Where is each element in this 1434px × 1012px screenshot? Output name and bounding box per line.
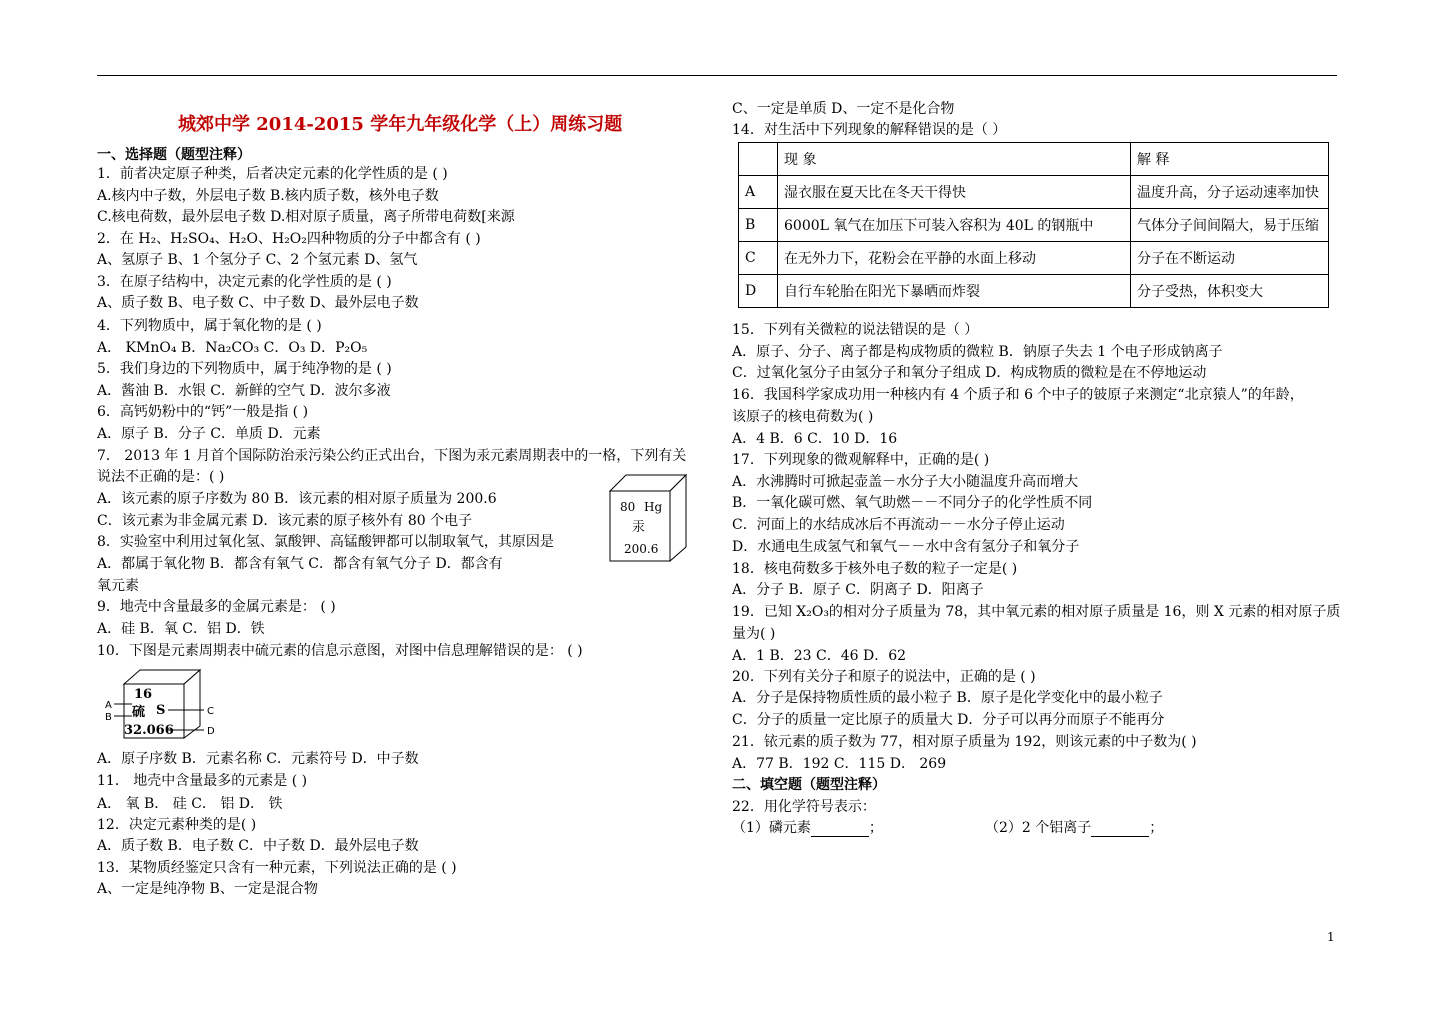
right-text-line: A．原子、分子、离子都是构成物质的微粒 B．钠原子失去 1 个电子形成钠离子 <box>732 344 1223 360</box>
s-number: 16 <box>134 687 153 702</box>
right-text-line: B．一氧化碳可燃、氧气助燃－－不同分子的化学性质不同 <box>732 495 1093 511</box>
page-number: 1 <box>1327 930 1335 944</box>
left-text-line: A．质子数 B．电子数 C．中子数 D．最外层电子数 <box>97 838 419 854</box>
q22-semicolon: ； <box>868 820 883 836</box>
right-text-line: 该原子的核电荷数为( ) <box>732 409 874 425</box>
left-text-line: A、质子数 B、电子数 C、中子数 D、最外层电子数 <box>97 295 419 311</box>
s-name: 硫 <box>132 705 146 720</box>
hg-name: 汞 <box>632 520 646 535</box>
table-cell: 6000L 氧气在加压下可装入容积为 40L 的钢瓶中 <box>778 209 1131 242</box>
page-title: 城郊中学 2014-2015 学年九年级化学（上）周练习题 <box>178 114 623 135</box>
left-text-line: 9．地壳中含量最多的金属元素是： ( ) <box>97 599 336 615</box>
right-text-line: A．分子 B．原子 C．阴离子 D．阳离子 <box>732 582 984 598</box>
sulfur-element-card <box>104 668 222 740</box>
right-text-line: 16．我国科学家成功用一种核内有 4 个质子和 6 个中子的铍原子来测定“北京猿人”的年龄， <box>732 387 1304 403</box>
right-text-line: C．河面上的水结成冰后不再流动－－水分子停止运动 <box>732 517 1065 533</box>
answer-blank-2[interactable] <box>1091 822 1149 837</box>
s-label-a: A <box>105 700 112 711</box>
hg-mass: 200.6 <box>624 542 659 556</box>
s-mass: 32.066 <box>124 723 174 738</box>
left-text-line: A． 氧 B． 硅 C． 铝 D． 铁 <box>97 796 283 812</box>
table-row <box>739 242 1329 275</box>
left-text-line: 6．高钙奶粉中的“钙”一般是指 ( ) <box>97 404 309 420</box>
s-symbol: S <box>156 703 166 718</box>
s-label-c: C <box>207 706 214 717</box>
left-text-line: A、氢原子 B、1 个氢分子 C、2 个氢元素 D、氢气 <box>97 252 418 268</box>
q22-part2-label: （2）2 个铝离子 <box>985 820 1092 836</box>
left-text-line: A．酱油 B．水银 C．新鲜的空气 D．波尔多液 <box>97 383 391 399</box>
right-text-line: A．77 B．192 C．115 D． 269 <box>732 756 947 772</box>
table-header-cell <box>739 143 778 176</box>
left-text-line: A．都属于氧化物 B．都含有氧气 C．都含有氧气分子 D．都含有 <box>97 556 503 572</box>
right-text-line: A．1 B．23 C．46 D．62 <box>732 648 907 664</box>
s-label-b: B <box>105 712 112 723</box>
right-line-c13: C、一定是单质 D、一定不是化合物 <box>732 101 955 117</box>
answer-blank-1[interactable] <box>811 822 869 837</box>
table-cell: 在无外力下，花粉会在平静的水面上移动 <box>778 242 1131 275</box>
table-header-cell: 解 释 <box>1131 143 1329 176</box>
right-text-line: D．水通电生成氢气和氧气－－水中含有氢分子和氧分子 <box>732 539 1080 555</box>
table-cell: A <box>739 176 778 209</box>
question-22-part-2 <box>985 819 1163 837</box>
question-14: 14．对生活中下列现象的解释错误的是（ ） <box>732 122 1007 138</box>
left-text-line: 13．某物质经鉴定只含有一种元素，下列说法正确的是 ( ) <box>97 860 457 876</box>
table-cell: C <box>739 242 778 275</box>
left-text-line: A.核内中子数，外层电子数 B.核内质子数，核外电子数 <box>97 188 439 204</box>
section-heading-choice: 一、选择题（题型注释） <box>97 147 251 163</box>
left-text-line: C.核电荷数，最外层电子数 D.相对原子质量，离子所带电荷数[来源 <box>97 209 515 225</box>
table-cell: 气体分子间间隔大，易于压缩 <box>1131 209 1329 242</box>
right-text-line: 19．已知 X₂O₃的相对分子质量为 78，其中氧元素的相对原子质量是 16，则 X 元素的相对原子质 <box>732 604 1341 620</box>
left-text-line: 7． 2013 年 1 月首个国际防治汞污染公约正式出台，下图为汞元素周期表中的一格，下列有关 <box>97 448 687 464</box>
left-text-line: 11． 地壳中含量最多的元素是 ( ) <box>97 773 308 789</box>
left-text-line: 3．在原子结构中，决定元素的化学性质的是 ( ) <box>97 274 392 290</box>
right-text-line: 20．下列有关分子和原子的说法中，正确的是 ( ) <box>732 669 1036 685</box>
left-text-line: 4．下列物质中，属于氧化物的是 ( ) <box>97 318 322 334</box>
right-text-line: C．分子的质量一定比原子的质量大 D．分子可以再分而原子不能再分 <box>732 712 1165 728</box>
table-cell: D <box>739 275 778 308</box>
left-text-line: A．原子 B．分子 C．单质 D．元素 <box>97 426 321 442</box>
left-text-line: 1．前者决定原子种类，后者决定元素的化学性质的是 ( ) <box>97 166 448 182</box>
left-text-line: A、一定是纯净物 B、一定是混合物 <box>97 881 318 897</box>
table-cell: 分子在不断运动 <box>1131 242 1329 275</box>
table-row <box>739 275 1329 308</box>
left-text-line: A．原子序数 B．元素名称 C．元素符号 D．中子数 <box>97 751 419 767</box>
right-text-line: A．水沸腾时可掀起壶盖－水分子大小随温度升高而增大 <box>732 474 1079 490</box>
s-label-d: D <box>207 726 215 737</box>
q22-part1-label: （1）磷元素 <box>732 820 811 836</box>
table-header-row <box>739 143 1329 176</box>
question-22: 22．用化学符号表示： <box>732 799 876 815</box>
right-text-line: 15．下列有关微粒的说法错误的是（ ） <box>732 322 979 338</box>
table-cell: 分子受热，体积变大 <box>1131 275 1329 308</box>
mercury-element-card <box>608 473 688 563</box>
left-text-line: A．硅 B．氧 C．铝 D．铁 <box>97 621 265 637</box>
left-text-line: 10．下图是元素周期表中硫元素的信息示意图，对图中信息理解错误的是： ( ) <box>97 643 583 659</box>
left-text-line: 说法不正确的是：( ) <box>97 469 225 485</box>
left-text-line: 2．在 H₂、H₂SO₄、H₂O、H₂O₂四种物质的分子中都含有 ( ) <box>97 231 481 247</box>
right-text-line: A．分子是保持物质性质的最小粒子 B．原子是化学变化中的最小粒子 <box>732 690 1163 706</box>
table-row <box>739 209 1329 242</box>
left-text-line: 氧元素 <box>97 578 139 594</box>
right-text-line: 17．下列现象的微观解释中，正确的是( ) <box>732 452 990 468</box>
question-22-part-1 <box>732 819 883 837</box>
right-text-line: 21．铱元素的质子数为 77，相对原子质量为 192，则该元素的中子数为( ) <box>732 734 1197 750</box>
right-text-line: C．过氧化氢分子由氢分子和氧分子组成 D．构成物质的微粒是在不停地运动 <box>732 365 1207 381</box>
left-text-line: 12．决定元素种类的是( ) <box>97 817 257 833</box>
hg-symbol: Hg <box>644 500 663 514</box>
table-cell: 温度升高，分子运动速率加快 <box>1131 176 1329 209</box>
table-row <box>739 176 1329 209</box>
observation-table <box>738 142 1329 308</box>
right-text-line: 量为( ) <box>732 626 776 642</box>
table-header-cell: 现 象 <box>778 143 1131 176</box>
left-text-line: 8．实验室中利用过氧化氢、氯酸钾、高锰酸钾都可以制取氧气，其原因是 <box>97 534 554 550</box>
left-text-line: A． KMnO₄ B．Na₂CO₃ C．O₃ D．P₂O₅ <box>97 340 368 356</box>
section-heading-fill: 二、填空题（题型注释） <box>732 777 886 793</box>
left-text-line: 5．我们身边的下列物质中，属于纯净物的是 ( ) <box>97 361 392 377</box>
right-text-line: A．4 B．6 C．10 D．16 <box>732 431 898 447</box>
table-cell: B <box>739 209 778 242</box>
left-text-line: C．该元素为非金属元素 D．该元素的原子核外有 80 个电子 <box>97 513 473 529</box>
table-cell: 湿衣服在夏天比在冬天干得快 <box>778 176 1131 209</box>
q22-semicolon: ； <box>1149 820 1164 836</box>
header-rule <box>97 75 1337 76</box>
hg-number: 80 <box>620 500 636 514</box>
table-cell: 自行车轮胎在阳光下暴晒而炸裂 <box>778 275 1131 308</box>
left-text-line: A．该元素的原子序数为 80 B．该元素的相对原子质量为 200.6 <box>97 491 497 507</box>
right-text-line: 18．核电荷数多于核外电子数的粒子一定是( ) <box>732 561 1018 577</box>
